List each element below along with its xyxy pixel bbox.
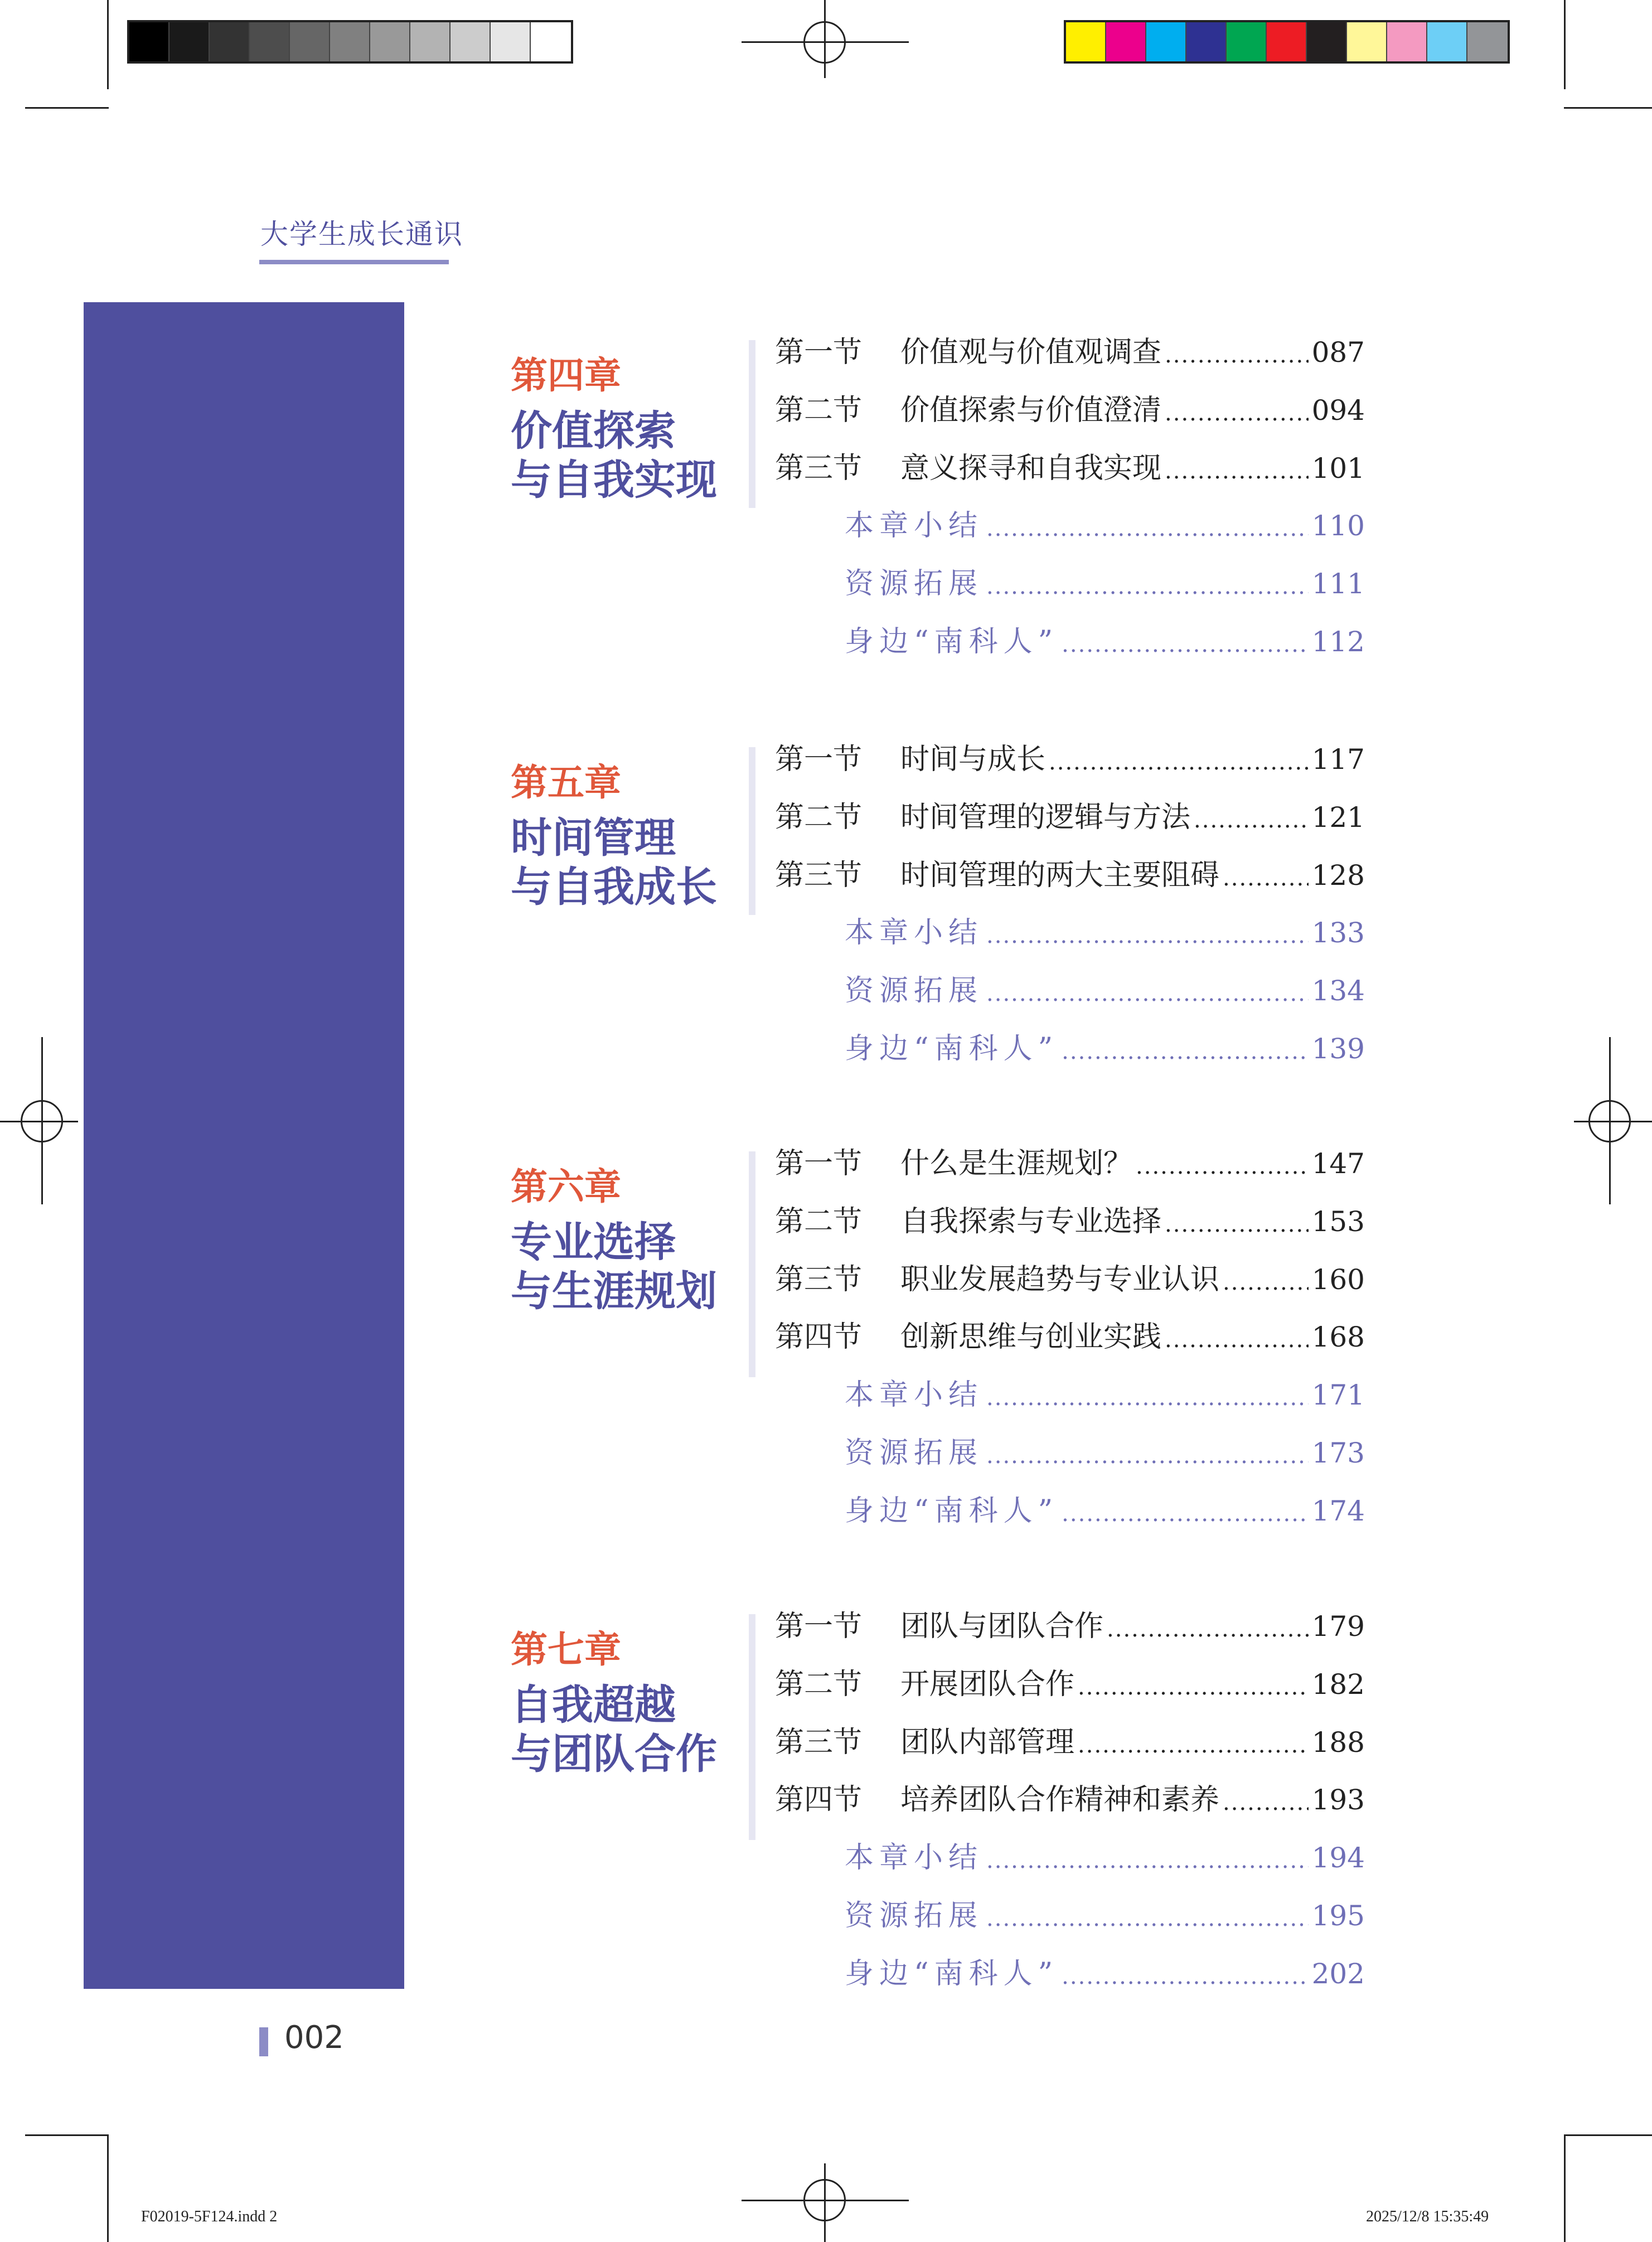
color-swatch	[1267, 22, 1307, 61]
crop-mark	[1564, 2134, 1566, 2242]
crop-mark	[1564, 2134, 1652, 2136]
section-divider-bar	[749, 747, 755, 915]
page-ref: 128	[1311, 859, 1365, 892]
crop-mark	[1564, 107, 1652, 109]
toc-section-entry[interactable]	[775, 1667, 1365, 1702]
leader-dots	[1223, 1788, 1309, 1818]
chapter-title-line2: 与生涯规划	[511, 1267, 717, 1315]
page-ref: 117	[1311, 743, 1365, 776]
extra-title: 资源拓展	[845, 974, 984, 1008]
leader-dots	[1078, 1730, 1309, 1760]
leader-dots	[1165, 340, 1309, 370]
toc-section-entry[interactable]	[775, 335, 1365, 370]
section-title: 自我探索与专业选择	[900, 1204, 1162, 1238]
page-ref: 160	[1311, 1263, 1365, 1296]
toc-section-entry[interactable]	[775, 393, 1365, 428]
section-number: 第二节	[775, 800, 863, 834]
toc-extra-entry[interactable]	[845, 1031, 1365, 1067]
toc-section-entry[interactable]	[775, 1725, 1365, 1760]
page-ref: 101	[1311, 452, 1365, 485]
crop-mark	[25, 107, 109, 109]
chapter-label: 第五章	[511, 761, 621, 804]
chapter-title-line1: 时间管理	[511, 814, 676, 862]
side-color-block	[84, 302, 404, 1989]
color-swatch	[1347, 22, 1387, 61]
section-number: 第三节	[775, 451, 863, 485]
leader-dots	[1165, 1325, 1309, 1355]
page-ref: 194	[1311, 1842, 1365, 1875]
crop-mark	[25, 2134, 109, 2136]
leader-dots	[986, 1383, 1309, 1413]
section-number: 第四节	[775, 1320, 863, 1354]
color-swatch	[129, 22, 169, 61]
section-number: 第三节	[775, 1262, 863, 1296]
chapter-title-line1: 自我超越	[511, 1681, 676, 1729]
color-swatch	[1387, 22, 1427, 61]
page-ref: 153	[1311, 1205, 1365, 1238]
page-ref: 134	[1311, 975, 1365, 1008]
section-divider-bar	[749, 340, 755, 508]
section-title: 时间管理的两大主要阻碍	[900, 858, 1220, 892]
color-swatch	[1186, 22, 1227, 61]
color-swatch	[370, 22, 410, 61]
grayscale-color-bar	[127, 20, 573, 64]
color-swatch	[250, 22, 290, 61]
chapter-label: 第六章	[511, 1165, 621, 1208]
section-number: 第一节	[775, 743, 863, 776]
section-title: 意义探寻和自我实现	[900, 451, 1162, 485]
running-header-title: 大学生成长通识	[260, 218, 463, 250]
toc-section-entry[interactable]	[775, 858, 1365, 893]
page-ref: 171	[1311, 1379, 1365, 1412]
crop-mark	[107, 0, 109, 89]
page-ref: 193	[1311, 1784, 1365, 1817]
leader-dots	[1223, 863, 1309, 893]
toc-section-entry[interactable]	[775, 742, 1365, 777]
page-ref: 112	[1311, 626, 1365, 658]
section-number: 第一节	[775, 1610, 863, 1643]
crop-mark	[1564, 0, 1566, 89]
page-ref: 087	[1311, 336, 1365, 369]
extra-title: 资源拓展	[845, 1436, 984, 1470]
section-title: 时间与成长	[900, 743, 1046, 776]
color-swatch	[410, 22, 450, 61]
color-swatch	[210, 22, 250, 61]
section-title: 价值观与价值观调查	[900, 336, 1162, 369]
page-ref: 182	[1311, 1668, 1365, 1701]
page-ref: 179	[1311, 1610, 1365, 1643]
leader-dots	[1062, 1962, 1308, 1992]
section-title: 职业发展趋势与专业认识	[900, 1262, 1220, 1296]
leader-dots	[986, 514, 1309, 544]
section-number: 第四节	[775, 1783, 863, 1817]
toc-extra-entry[interactable]	[845, 1956, 1365, 1992]
page-ref: 195	[1311, 1900, 1365, 1932]
color-swatch	[1227, 22, 1267, 61]
color-swatch	[491, 22, 531, 61]
chapter-title-line2: 与自我成长	[511, 863, 717, 911]
chapter-title-line1: 价值探索	[511, 407, 676, 455]
color-swatch	[1427, 22, 1467, 61]
section-title: 团队与团队合作	[900, 1610, 1104, 1643]
extra-title: 本章小结	[845, 509, 984, 543]
process-color-bar	[1064, 20, 1510, 64]
color-swatch	[169, 22, 210, 61]
page-ref: 110	[1311, 510, 1365, 543]
page-ref: 174	[1311, 1494, 1365, 1527]
section-number: 第二节	[775, 1667, 863, 1701]
leader-dots	[1194, 805, 1309, 835]
toc-extra-entry[interactable]	[845, 1377, 1365, 1413]
color-swatch	[1066, 22, 1106, 61]
section-title: 时间管理的逻辑与方法	[900, 800, 1191, 834]
extra-title: 身边“南科人”	[845, 625, 1059, 658]
section-number: 第一节	[775, 336, 863, 369]
leader-dots	[1107, 1614, 1309, 1644]
page-ref: 168	[1311, 1321, 1365, 1354]
toc-section-entry[interactable]	[775, 1319, 1365, 1355]
leader-dots	[1062, 629, 1308, 660]
chapter-label: 第七章	[511, 1628, 621, 1671]
leader-dots	[1223, 1267, 1309, 1297]
chapter-label: 第四章	[511, 354, 621, 397]
slug-timestamp: 2025/12/8 15:35:49	[1366, 2208, 1489, 2225]
leader-dots	[986, 572, 1309, 602]
color-swatch	[450, 22, 491, 61]
toc-extra-entry[interactable]	[845, 508, 1365, 544]
section-divider-bar	[749, 1151, 755, 1377]
leader-dots	[986, 1846, 1309, 1876]
page-ref: 188	[1311, 1726, 1365, 1759]
toc-section-entry[interactable]	[775, 1609, 1365, 1644]
section-title: 团队内部管理	[900, 1725, 1075, 1759]
slug-file-name: F02019-5F124.indd 2	[141, 2208, 278, 2225]
header-underline	[259, 260, 449, 264]
extra-title: 身边“南科人”	[845, 1032, 1059, 1066]
extra-title: 身边“南科人”	[845, 1957, 1059, 1991]
extra-title: 资源拓展	[845, 1899, 984, 1933]
crop-mark	[107, 2134, 109, 2242]
page-ref: 173	[1311, 1437, 1365, 1469]
toc-extra-entry[interactable]	[845, 566, 1365, 602]
extra-title: 本章小结	[845, 1841, 984, 1875]
leader-dots	[986, 979, 1309, 1009]
page-number-marker	[259, 2027, 268, 2056]
extra-title: 本章小结	[845, 916, 984, 950]
extra-title: 资源拓展	[845, 567, 984, 601]
section-number: 第二节	[775, 393, 863, 427]
toc-section-entry[interactable]	[775, 1146, 1365, 1181]
toc-section-entry[interactable]	[775, 451, 1365, 486]
leader-dots	[1078, 1672, 1309, 1702]
leader-dots	[1049, 747, 1309, 777]
color-swatch	[290, 22, 330, 61]
color-swatch	[531, 22, 571, 61]
leader-dots	[986, 1904, 1309, 1934]
page-ref: 094	[1311, 394, 1365, 427]
section-title: 创新思维与创业实践	[900, 1320, 1162, 1354]
section-number: 第二节	[775, 1204, 863, 1238]
section-title: 开展团队合作	[900, 1667, 1075, 1701]
section-number: 第一节	[775, 1147, 863, 1180]
leader-dots	[1062, 1037, 1308, 1067]
page-ref: 133	[1311, 917, 1365, 950]
leader-dots	[1165, 398, 1309, 428]
page-ref: 111	[1311, 568, 1365, 601]
toc-extra-entry[interactable]	[845, 915, 1365, 951]
page-ref: 147	[1311, 1147, 1365, 1180]
color-swatch	[1307, 22, 1347, 61]
toc-extra-entry[interactable]	[845, 1840, 1365, 1876]
chapter-title-line2: 与团队合作	[511, 1730, 717, 1778]
toc-extra-entry[interactable]	[845, 624, 1365, 660]
page-ref: 139	[1311, 1033, 1365, 1065]
section-number: 第三节	[775, 858, 863, 892]
section-title: 培养团队合作精神和素养	[900, 1783, 1220, 1817]
color-swatch	[1467, 22, 1508, 61]
toc-section-entry[interactable]	[775, 1204, 1365, 1239]
toc-extra-entry[interactable]	[845, 1493, 1365, 1529]
toc-section-entry[interactable]	[775, 800, 1365, 835]
chapter-title-line1: 专业选择	[511, 1218, 676, 1266]
extra-title: 身边“南科人”	[845, 1494, 1059, 1528]
page-ref: 202	[1311, 1957, 1365, 1990]
section-title: 什么是生涯规划？	[900, 1147, 1133, 1180]
toc-section-entry[interactable]	[775, 1262, 1365, 1297]
chapter-title-line2: 与自我实现	[511, 456, 717, 504]
extra-title: 本章小结	[845, 1378, 984, 1412]
section-divider-bar	[749, 1614, 755, 1840]
leader-dots	[1165, 456, 1309, 486]
leader-dots	[1136, 1151, 1309, 1181]
leader-dots	[986, 1441, 1309, 1471]
color-swatch	[1106, 22, 1146, 61]
page-ref: 121	[1311, 801, 1365, 834]
toc-section-entry[interactable]	[775, 1782, 1365, 1818]
toc-extra-entry[interactable]	[845, 1898, 1365, 1934]
section-number: 第三节	[775, 1725, 863, 1759]
page-number: 002	[284, 2020, 344, 2056]
leader-dots	[986, 921, 1309, 951]
leader-dots	[1062, 1499, 1308, 1529]
toc-extra-entry[interactable]	[845, 973, 1365, 1009]
section-title: 价值探索与价值澄清	[900, 393, 1162, 427]
leader-dots	[1165, 1209, 1309, 1239]
color-swatch	[1146, 22, 1186, 61]
color-swatch	[330, 22, 370, 61]
toc-extra-entry[interactable]	[845, 1435, 1365, 1471]
